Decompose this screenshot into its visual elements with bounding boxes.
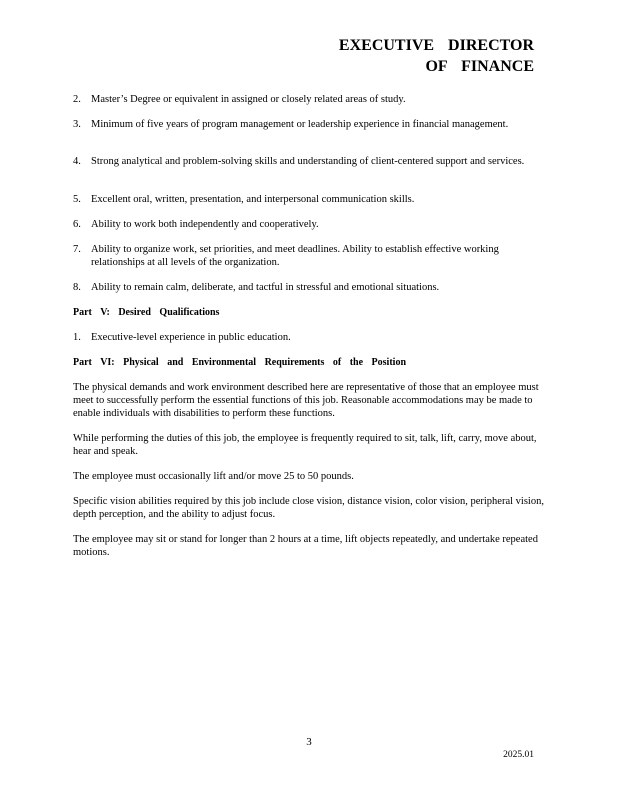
list-item-text: Strong analytical and problem-solving skills and understanding of client-centered support and services.: [91, 156, 525, 167]
list-item: [73, 193, 543, 206]
list-item-number: 1.: [73, 332, 81, 343]
list-item: [73, 281, 543, 294]
page-number: 3: [306, 736, 312, 748]
list-item-text: Ability to organize work, set priorities, and meet deadlines. Ability to establish effective working relationships at all levels of the organization.: [91, 244, 499, 268]
list-item-number: 5.: [73, 194, 81, 205]
revision-code: 2025.01: [503, 750, 534, 760]
list-item: [73, 218, 543, 231]
paragraph: The employee may sit or stand for longer than 2 hours at a time, lift objects repeatedly, and undertake repeated motions.: [73, 534, 538, 558]
list-item-number: 8.: [73, 282, 81, 293]
section-heading-part5: Part V: Desired Qualifications: [73, 307, 220, 318]
list-item-number: 2.: [73, 94, 81, 105]
list-item: [73, 155, 543, 168]
paragraph: The physical demands and work environment described here are representative of those that an employee must meet to successfully perform the essential functions of this job. Reasonable accommodations may be made to enable individuals with disabilities to perform these functions.: [73, 382, 539, 419]
paragraph: Specific vision abilities required by this job include close vision, distance vision, color vision, peripheral vision, depth perception, and the ability to adjust focus.: [73, 496, 544, 520]
list-item-text: Ability to remain calm, deliberate, and tactful in stressful and emotional situations.: [91, 282, 440, 293]
document-title-line2: OF FINANCE: [425, 58, 534, 75]
document-title-line1: EXECUTIVE DIRECTOR: [338, 37, 534, 54]
list-item-number: 6.: [73, 219, 81, 230]
list-item-text: Excellent oral, written, presentation, and interpersonal communication skills.: [91, 194, 415, 205]
list-item: [73, 243, 543, 269]
list-item-text: Executive-level experience in public education.: [91, 332, 291, 343]
list-item-text: Ability to work both independently and cooperatively.: [91, 219, 319, 230]
paragraph: While performing the duties of this job, the employee is frequently required to sit, talk, lift, carry, move about, hear and speak.: [73, 433, 537, 457]
list-item: [73, 331, 543, 344]
list-item-number: 7.: [73, 244, 81, 255]
list-item-text: Minimum of five years of program management or leadership experience in financial management.: [91, 119, 509, 130]
section-heading-part6: Part VI: Physical and Environmental Requirements of the Position: [73, 357, 407, 368]
list-item-number: 3.: [73, 119, 81, 130]
paragraph: The employee must occasionally lift and/or move 25 to 50 pounds.: [73, 471, 354, 482]
list-item-number: 4.: [73, 156, 81, 167]
list-item-text: Master’s Degree or equivalent in assigned or closely related areas of study.: [91, 94, 406, 105]
list-item: [73, 93, 543, 106]
list-item: [73, 118, 543, 131]
